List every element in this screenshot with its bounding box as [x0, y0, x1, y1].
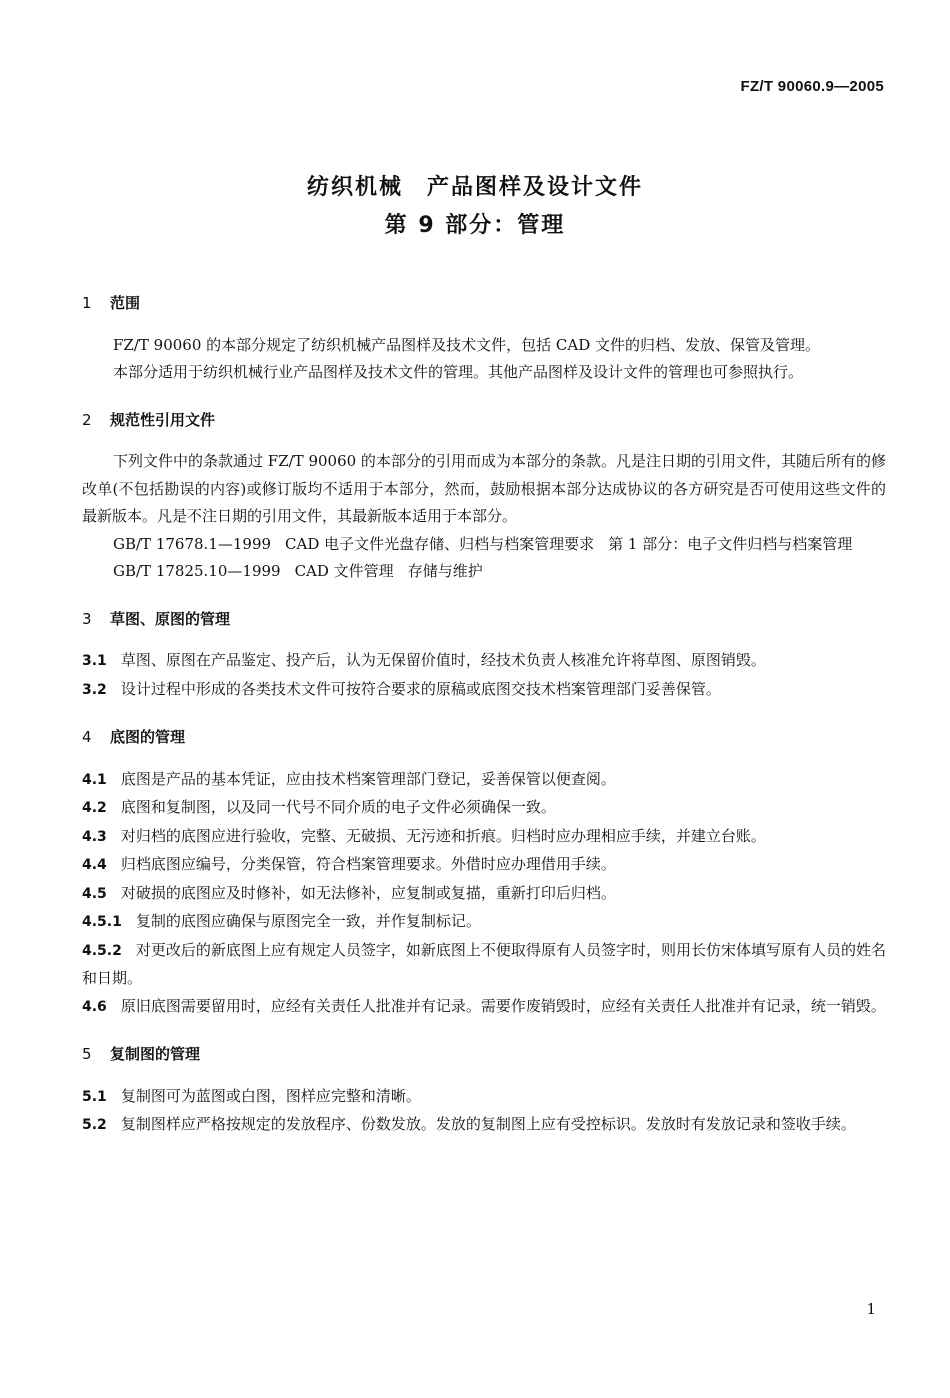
clause: 4.6 原旧底图需要留用时，应经有关责任人批准并有记录。需要作废销毁时，应经有关责任人批准并有记录，统一销毁。	[82, 996, 886, 1015]
reference-item: GB/T 17825.10—1999 CAD 文件管理 存储与维护	[113, 562, 483, 580]
standard-code: FZ/T 90060.9—2005	[740, 78, 884, 95]
document-body	[82, 290, 886, 1140]
clause: 4.3 对归档的底图应进行验收，完整、无破损、无污迹和折痕。归档时应办理相应手续，并建立台账。	[82, 826, 766, 845]
document-title: 纺织机械 产品图样及设计文件	[306, 175, 643, 200]
clause: 4.5 对破损的底图应及时修补，如无法修补，应复制或复描，重新打印后归档。	[82, 883, 616, 902]
clause: 3.1 草图、原图在产品鉴定、投产后，认为无保留价值时，经技术负责人核准允许将草图、原图销毁。	[82, 651, 766, 669]
clause: 5.2 复制图样应严格按规定的发放程序、份数发放。发放的复制图上应有受控标识。发放时有发放记录和签收手续。	[82, 1115, 856, 1133]
section-heading-3: 3 草图、原图的管理	[82, 609, 231, 628]
clause: 3.2 设计过程中形成的各类技术文件可按符合要求的原稿或底图交技术档案管理部门妥善保管。	[82, 679, 721, 698]
section-heading-1: 1 范围	[82, 294, 141, 312]
clause: 4.5.1 复制的底图应确保与原图完全一致，并作复制标记。	[82, 912, 481, 930]
paragraph: 下列文件中的条款通过 FZ/T 90060 的本部分的引用而成为本部分的条款。凡是注日期的引用文件，其随后所有的修改单(不包括勘误的内容)或修订版均不适用于本部分，然而，鼓励根据本部分达成协议的各方研究是否可使用这些文件的最新版本。凡是不注日期的引用文件，其最新版本适用于本部分。	[82, 452, 886, 525]
clause: 4.2 底图和复制图，以及同一代号不同介质的电子文件必须确保一致。	[82, 798, 556, 816]
paragraph: 本部分适用于纺织机械行业产品图样及技术文件的管理。其他产品图样及设计文件的管理也可参照执行。	[113, 363, 804, 381]
clause: 4.5.2 对更改后的新底图上应有规定人员签字，如新底图上不便取得原有人员签字时，则用长仿宋体填写原有人员的姓名和日期。	[82, 940, 886, 987]
reference-item: GB/T 17678.1—1999 CAD 电子文件光盘存储、归档与档案管理要求 第 1 部分：电子文件归档与档案管理	[113, 534, 853, 553]
document-subtitle: 第 9 部分：管理	[384, 213, 566, 238]
clause: 5.1 复制图可为蓝图或白图，图样应完整和清晰。	[82, 1086, 421, 1105]
section-heading-4: 4 底图的管理	[82, 728, 186, 746]
clause: 4.1 底图是产品的基本凭证，应由技术档案管理部门登记，妥善保管以便查阅。	[82, 769, 616, 788]
section-heading-5: 5 复制图的管理	[82, 1045, 201, 1063]
section-heading-2: 2 规范性引用文件	[82, 410, 216, 429]
clause: 4.4 归档底图应编号，分类保管，符合档案管理要求。外借时应办理借用手续。	[82, 855, 616, 873]
paragraph: FZ/T 90060 的本部分规定了纺织机械产品图样及技术文件，包括 CAD 文件的归档、发放、保管及管理。	[113, 335, 821, 354]
page-number: 1	[866, 1300, 876, 1318]
